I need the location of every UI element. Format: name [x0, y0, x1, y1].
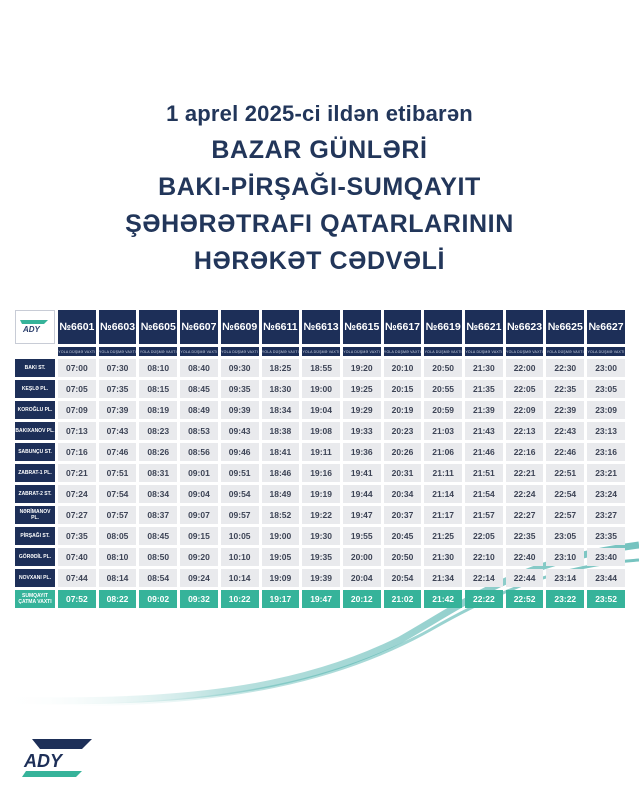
time-cell: 09:24 — [180, 569, 218, 587]
time-cell: 09:39 — [221, 401, 259, 419]
time-cell: 18:34 — [262, 401, 300, 419]
time-cell: 21:39 — [465, 401, 503, 419]
time-cell: 19:35 — [302, 548, 340, 566]
time-cell: 08:26 — [139, 443, 177, 461]
time-cell: 09:57 — [221, 506, 259, 524]
schedule-row — [15, 464, 625, 482]
time-cell: 22:09 — [506, 401, 544, 419]
time-cell: 20:45 — [384, 527, 422, 545]
time-cell: 22:43 — [546, 422, 584, 440]
time-cell: 19:55 — [343, 527, 381, 545]
time-cell: 19:00 — [302, 380, 340, 398]
time-cell: 20:12 — [343, 590, 381, 608]
time-cell: 23:05 — [546, 527, 584, 545]
station-name-cell: NOVXANI PL. — [15, 569, 55, 587]
time-cell: 22:00 — [506, 359, 544, 377]
time-cell: 23:44 — [587, 569, 625, 587]
time-cell: 22:13 — [506, 422, 544, 440]
time-cell: 20:23 — [384, 422, 422, 440]
schedule-row — [15, 401, 625, 419]
departure-time-label: YOLA DÜŞMƏ VAXTI — [139, 347, 177, 356]
time-cell: 19:47 — [343, 506, 381, 524]
departure-time-label: YOLA DÜŞMƏ VAXTI — [343, 347, 381, 356]
time-cell: 09:46 — [221, 443, 259, 461]
time-cell: 10:22 — [221, 590, 259, 608]
time-cell: 23:16 — [587, 443, 625, 461]
time-cell: 19:17 — [262, 590, 300, 608]
station-name-cell: SUMQAYIT ÇATMA VAXTI — [15, 590, 55, 608]
time-cell: 07:00 — [58, 359, 96, 377]
time-cell: 23:05 — [587, 380, 625, 398]
time-cell: 23:09 — [587, 401, 625, 419]
station-name-cell: KEŞLƏ PL. — [15, 380, 55, 398]
train-number-header: №6619 — [424, 310, 462, 344]
schedule-row — [15, 590, 625, 608]
ady-mini-logo-icon — [18, 317, 52, 333]
time-cell: 09:35 — [221, 380, 259, 398]
time-cell: 23:10 — [546, 548, 584, 566]
time-cell: 07:39 — [99, 401, 137, 419]
time-cell: 22:46 — [546, 443, 584, 461]
time-cell: 09:02 — [139, 590, 177, 608]
time-cell: 07:16 — [58, 443, 96, 461]
time-cell: 20:50 — [384, 548, 422, 566]
time-cell: 22:35 — [506, 527, 544, 545]
time-cell: 18:49 — [262, 485, 300, 503]
schedule-row — [15, 569, 625, 587]
station-name-cell: SABUNÇU ST. — [15, 443, 55, 461]
time-cell: 09:43 — [221, 422, 259, 440]
time-cell: 19:33 — [343, 422, 381, 440]
time-cell: 23:14 — [546, 569, 584, 587]
time-cell: 21:46 — [465, 443, 503, 461]
time-cell: 10:05 — [221, 527, 259, 545]
train-number-header: №6607 — [180, 310, 218, 344]
train-number-header: №6601 — [58, 310, 96, 344]
departure-time-label: YOLA DÜŞMƏ VAXTI — [262, 347, 300, 356]
time-cell: 08:50 — [139, 548, 177, 566]
schedule-row — [15, 548, 625, 566]
time-cell: 09:54 — [221, 485, 259, 503]
train-number-header: №6603 — [99, 310, 137, 344]
departure-time-label: YOLA DÜŞMƏ VAXTI — [99, 347, 137, 356]
time-cell: 23:00 — [587, 359, 625, 377]
station-name-cell: PİRŞAĞI ST. — [15, 527, 55, 545]
time-cell: 09:51 — [221, 464, 259, 482]
time-cell: 20:04 — [343, 569, 381, 587]
time-cell: 19:16 — [302, 464, 340, 482]
time-cell: 07:05 — [58, 380, 96, 398]
time-cell: 21:51 — [465, 464, 503, 482]
time-cell: 22:30 — [546, 359, 584, 377]
train-number-header: №6623 — [506, 310, 544, 344]
time-cell: 21:14 — [424, 485, 462, 503]
time-cell: 20:10 — [384, 359, 422, 377]
time-cell: 08:05 — [99, 527, 137, 545]
time-cell: 22:52 — [506, 590, 544, 608]
time-cell: 22:44 — [506, 569, 544, 587]
time-cell: 19:09 — [262, 569, 300, 587]
time-cell: 18:46 — [262, 464, 300, 482]
time-cell: 21:43 — [465, 422, 503, 440]
time-cell: 22:05 — [465, 527, 503, 545]
time-cell: 07:13 — [58, 422, 96, 440]
station-name-cell: BAKIXANOV PL. — [15, 422, 55, 440]
time-cell: 08:10 — [99, 548, 137, 566]
train-number-header: №6613 — [302, 310, 340, 344]
time-cell: 20:00 — [343, 548, 381, 566]
train-number-header: №6627 — [587, 310, 625, 344]
time-cell: 20:50 — [424, 359, 462, 377]
time-cell: 21:03 — [424, 422, 462, 440]
day-type-line: BAZAR GÜNLƏRİ — [211, 136, 428, 164]
time-cell: 23:22 — [546, 590, 584, 608]
time-cell: 20:54 — [384, 569, 422, 587]
time-cell: 09:20 — [180, 548, 218, 566]
time-cell: 21:02 — [384, 590, 422, 608]
time-cell: 07:09 — [58, 401, 96, 419]
time-cell: 09:04 — [180, 485, 218, 503]
ady-brand-logo — [12, 735, 102, 783]
time-cell: 22:05 — [506, 380, 544, 398]
time-cell: 21:17 — [424, 506, 462, 524]
time-cell: 20:59 — [424, 401, 462, 419]
time-cell: 22:57 — [546, 506, 584, 524]
time-cell: 22:22 — [465, 590, 503, 608]
time-cell: 08:37 — [139, 506, 177, 524]
departure-time-label: YOLA DÜŞMƏ VAXTI — [465, 347, 503, 356]
effective-date-line: 1 aprel 2025-ci ildən etibarən — [166, 101, 473, 126]
time-cell: 21:35 — [465, 380, 503, 398]
time-cell: 20:26 — [384, 443, 422, 461]
time-cell: 09:32 — [180, 590, 218, 608]
time-cell: 19:22 — [302, 506, 340, 524]
ady-logo-icon — [12, 735, 102, 783]
time-cell: 22:21 — [506, 464, 544, 482]
time-cell: 23:24 — [587, 485, 625, 503]
time-cell: 08:40 — [180, 359, 218, 377]
time-cell: 07:30 — [99, 359, 137, 377]
time-cell: 22:35 — [546, 380, 584, 398]
train-number-header: №6609 — [221, 310, 259, 344]
time-cell: 18:38 — [262, 422, 300, 440]
time-cell: 21:57 — [465, 506, 503, 524]
time-cell: 19:39 — [302, 569, 340, 587]
departure-time-label: YOLA DÜŞMƏ VAXTI — [587, 347, 625, 356]
time-cell: 07:52 — [58, 590, 96, 608]
time-cell: 09:15 — [180, 527, 218, 545]
time-cell: 21:42 — [424, 590, 462, 608]
time-cell: 22:51 — [546, 464, 584, 482]
time-cell: 19:05 — [262, 548, 300, 566]
schedule-row — [15, 527, 625, 545]
time-cell: 08:15 — [139, 380, 177, 398]
time-cell: 18:41 — [262, 443, 300, 461]
time-cell: 07:35 — [58, 527, 96, 545]
station-name-cell: NƏRİMANOV PL. — [15, 506, 55, 524]
time-cell: 08:49 — [180, 401, 218, 419]
time-cell: 08:45 — [180, 380, 218, 398]
departure-time-label: YOLA DÜŞMƏ VAXTI — [506, 347, 544, 356]
time-cell: 08:53 — [180, 422, 218, 440]
time-cell: 21:25 — [424, 527, 462, 545]
schedule-title-line: HƏRƏKƏT CƏDVƏLİ — [193, 247, 446, 275]
time-cell: 20:31 — [384, 464, 422, 482]
time-cell: 19:04 — [302, 401, 340, 419]
time-cell: 07:46 — [99, 443, 137, 461]
time-cell: 07:51 — [99, 464, 137, 482]
time-cell: 08:54 — [139, 569, 177, 587]
sub-header-blank — [15, 347, 55, 356]
time-cell: 07:57 — [99, 506, 137, 524]
train-type-line: ŞƏHƏRƏTRAFI QATARLARININ — [125, 210, 514, 238]
time-cell: 22:14 — [465, 569, 503, 587]
time-cell: 19:19 — [302, 485, 340, 503]
station-name-cell: ZABRAT-2 ST. — [15, 485, 55, 503]
time-cell: 08:19 — [139, 401, 177, 419]
time-cell: 19:41 — [343, 464, 381, 482]
train-number-header: №6605 — [139, 310, 177, 344]
time-cell: 08:45 — [139, 527, 177, 545]
time-cell: 20:34 — [384, 485, 422, 503]
time-cell: 21:06 — [424, 443, 462, 461]
train-number-header: №6617 — [384, 310, 422, 344]
svg-text:ADY: ADY — [23, 324, 40, 333]
time-cell: 21:54 — [465, 485, 503, 503]
time-cell: 08:22 — [99, 590, 137, 608]
time-cell: 18:30 — [262, 380, 300, 398]
time-cell: 07:44 — [58, 569, 96, 587]
train-number-header: №6615 — [343, 310, 381, 344]
time-cell: 23:52 — [587, 590, 625, 608]
title-block — [0, 96, 639, 280]
time-cell: 10:14 — [221, 569, 259, 587]
schedule-row — [15, 380, 625, 398]
time-cell: 20:15 — [384, 380, 422, 398]
departure-time-label: YOLA DÜŞMƏ VAXTI — [221, 347, 259, 356]
route-line: BAKI-PİRŞAĞI-SUMQAYIT — [158, 173, 481, 201]
departure-time-label: YOLA DÜŞMƏ VAXTI — [424, 347, 462, 356]
station-name-cell: ZABRAT-1 PL. — [15, 464, 55, 482]
time-cell: 21:30 — [465, 359, 503, 377]
departure-time-label: YOLA DÜŞMƏ VAXTI — [302, 347, 340, 356]
time-cell: 19:11 — [302, 443, 340, 461]
time-cell: 21:34 — [424, 569, 462, 587]
time-cell: 19:29 — [343, 401, 381, 419]
time-cell: 19:20 — [343, 359, 381, 377]
departure-time-label: YOLA DÜŞMƏ VAXTI — [546, 347, 584, 356]
schedule-row — [15, 359, 625, 377]
time-cell: 22:16 — [506, 443, 544, 461]
time-cell: 08:34 — [139, 485, 177, 503]
time-cell: 18:55 — [302, 359, 340, 377]
time-cell: 09:07 — [180, 506, 218, 524]
schedule-table-wrap — [12, 307, 628, 611]
time-cell: 23:27 — [587, 506, 625, 524]
time-cell: 19:08 — [302, 422, 340, 440]
table-logo-cell — [15, 310, 55, 344]
schedule-row — [15, 506, 625, 524]
time-cell: 19:30 — [302, 527, 340, 545]
time-cell: 07:54 — [99, 485, 137, 503]
time-cell: 21:30 — [424, 548, 462, 566]
time-cell: 07:40 — [58, 548, 96, 566]
time-cell: 22:39 — [546, 401, 584, 419]
time-cell: 08:14 — [99, 569, 137, 587]
time-cell: 19:44 — [343, 485, 381, 503]
time-cell: 07:27 — [58, 506, 96, 524]
time-cell: 22:54 — [546, 485, 584, 503]
time-cell: 23:13 — [587, 422, 625, 440]
train-number-header: №6621 — [465, 310, 503, 344]
time-cell: 10:10 — [221, 548, 259, 566]
time-cell: 09:01 — [180, 464, 218, 482]
time-cell: 19:36 — [343, 443, 381, 461]
time-cell: 08:10 — [139, 359, 177, 377]
station-name-cell: BAKI ST. — [15, 359, 55, 377]
time-cell: 21:11 — [424, 464, 462, 482]
schedule-row — [15, 443, 625, 461]
time-cell: 08:31 — [139, 464, 177, 482]
departure-time-label: YOLA DÜŞMƏ VAXTI — [384, 347, 422, 356]
time-cell: 07:24 — [58, 485, 96, 503]
departure-time-label: YOLA DÜŞMƏ VAXTI — [180, 347, 218, 356]
time-cell: 19:25 — [343, 380, 381, 398]
time-cell: 22:27 — [506, 506, 544, 524]
time-cell: 08:56 — [180, 443, 218, 461]
time-cell: 09:30 — [221, 359, 259, 377]
ady-logo-text: ADY — [24, 751, 63, 771]
station-name-cell: KOROĞLU PL. — [15, 401, 55, 419]
time-cell: 19:00 — [262, 527, 300, 545]
time-cell: 22:40 — [506, 548, 544, 566]
time-cell: 23:21 — [587, 464, 625, 482]
time-cell: 20:19 — [384, 401, 422, 419]
time-cell: 20:37 — [384, 506, 422, 524]
time-cell: 22:10 — [465, 548, 503, 566]
time-cell: 19:47 — [302, 590, 340, 608]
time-cell: 08:23 — [139, 422, 177, 440]
station-name-cell: GÖRƏDİL PL. — [15, 548, 55, 566]
time-cell: 23:40 — [587, 548, 625, 566]
time-cell: 18:52 — [262, 506, 300, 524]
time-cell: 23:35 — [587, 527, 625, 545]
time-cell: 07:43 — [99, 422, 137, 440]
schedule-row — [15, 422, 625, 440]
time-cell: 07:21 — [58, 464, 96, 482]
time-cell: 07:35 — [99, 380, 137, 398]
train-number-header: №6611 — [262, 310, 300, 344]
schedule-table — [12, 307, 628, 611]
time-cell: 20:55 — [424, 380, 462, 398]
time-cell: 18:25 — [262, 359, 300, 377]
schedule-row — [15, 485, 625, 503]
departure-time-label: YOLA DÜŞMƏ VAXTI — [58, 347, 96, 356]
time-cell: 22:24 — [506, 485, 544, 503]
train-number-header: №6625 — [546, 310, 584, 344]
